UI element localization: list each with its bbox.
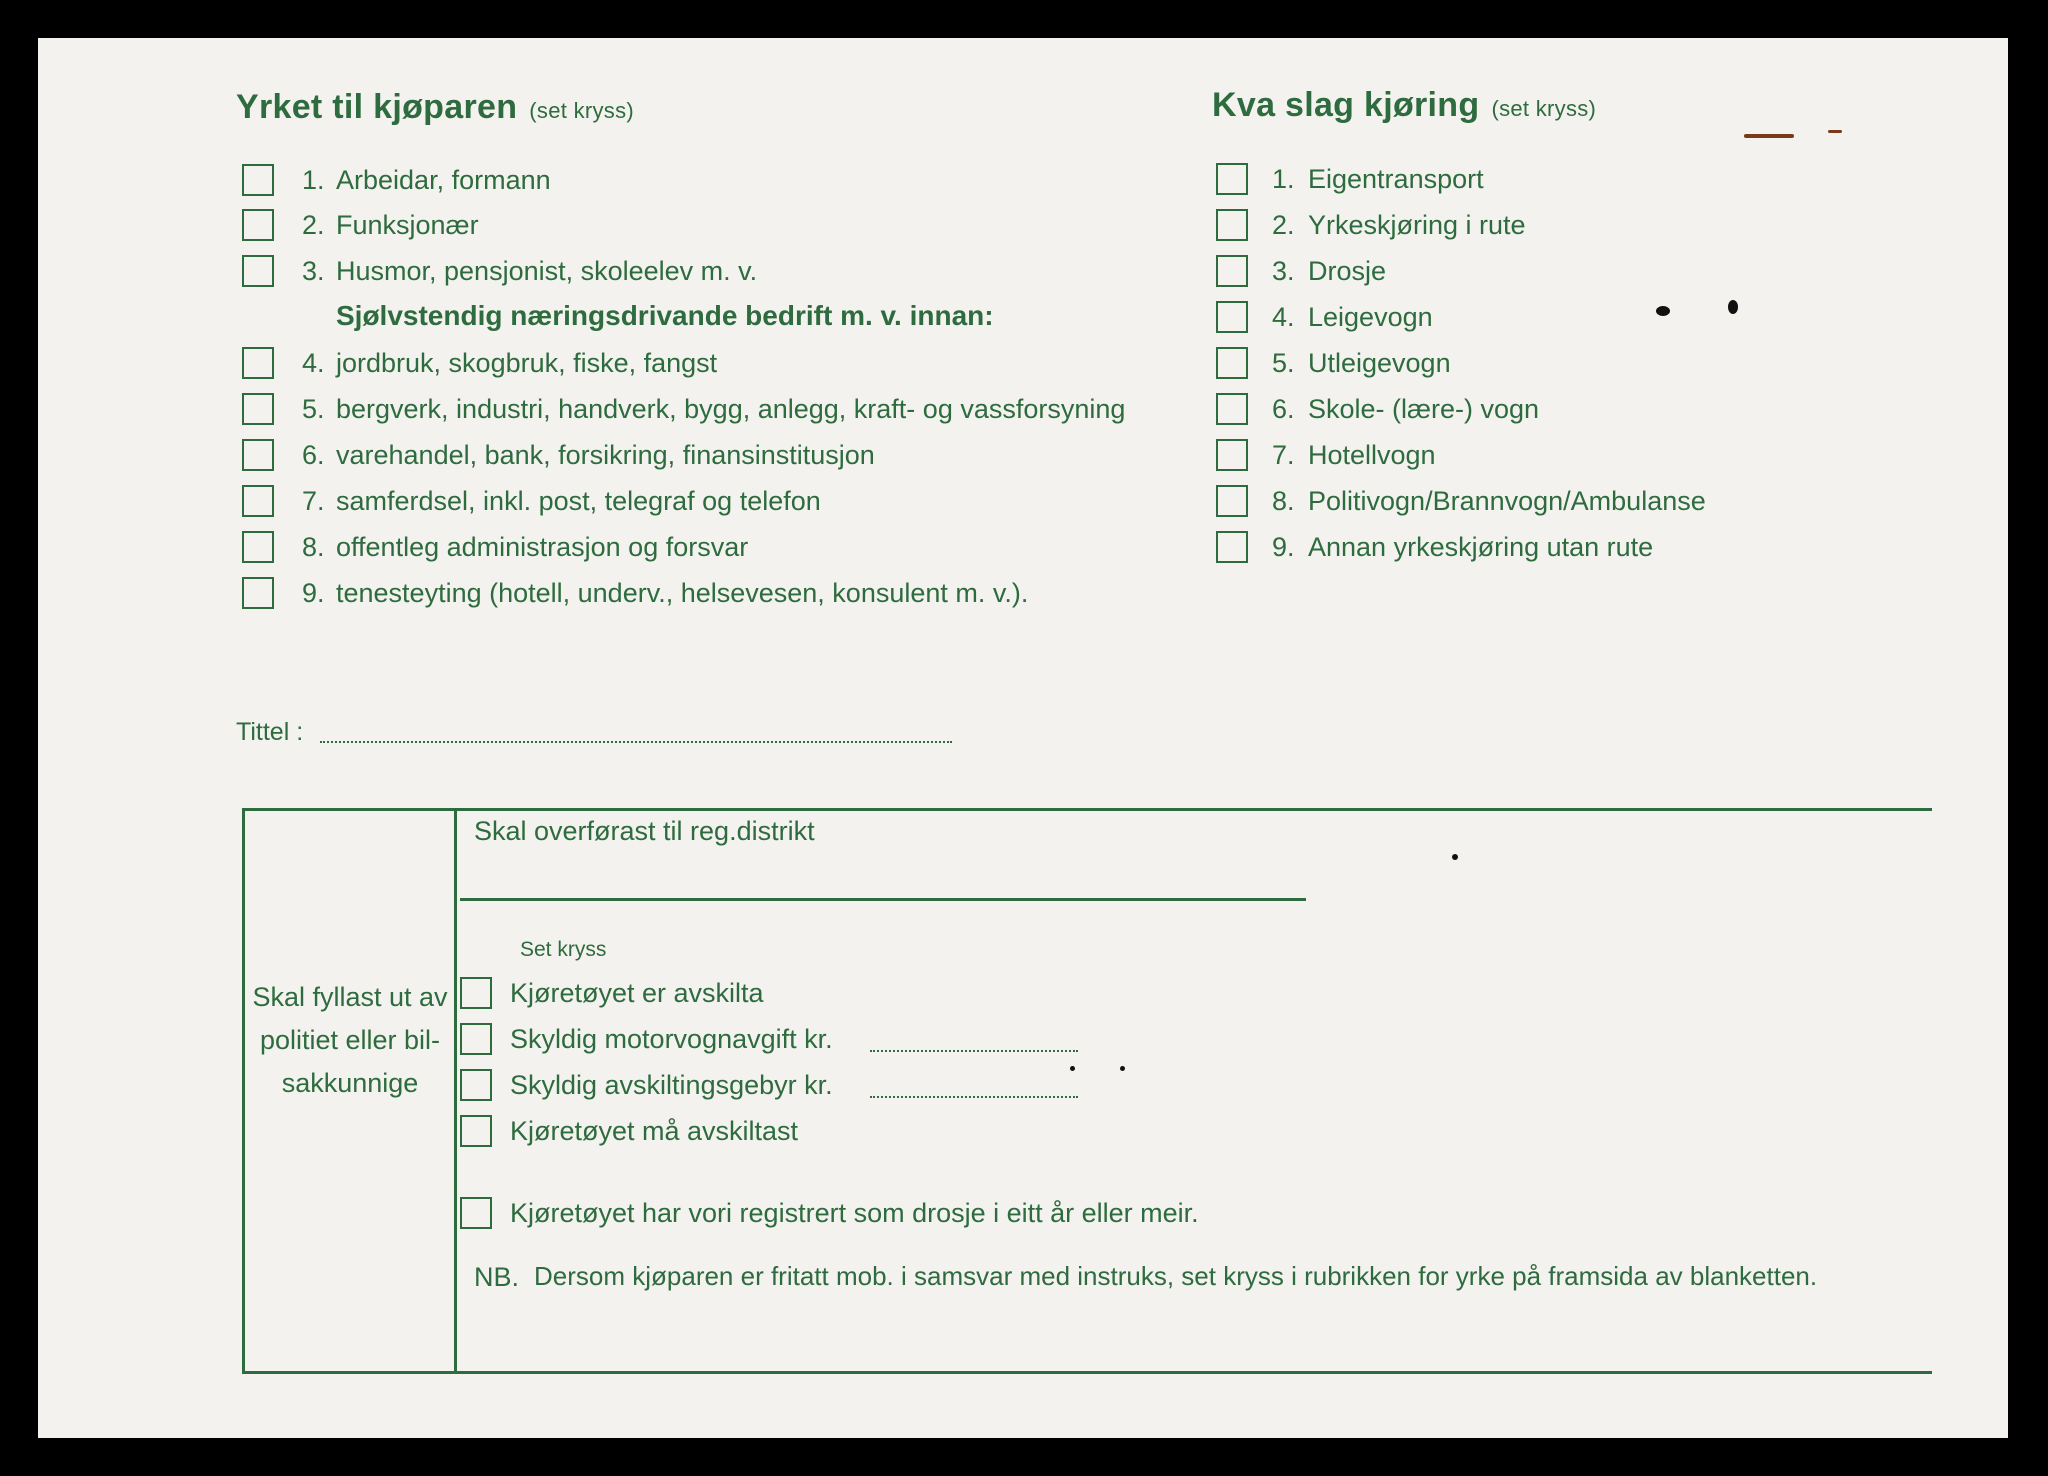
checkbox[interactable] bbox=[242, 531, 274, 563]
checkbox[interactable] bbox=[242, 393, 274, 425]
option-label: samferdsel, inkl. post, telegraf og telefon bbox=[336, 486, 821, 516]
check-label: Kjøretøyet må avskiltast bbox=[510, 1116, 799, 1146]
checkbox[interactable] bbox=[460, 977, 492, 1009]
option-number: 5. bbox=[1272, 348, 1295, 378]
ink-stain bbox=[1744, 134, 1794, 138]
checkbox[interactable] bbox=[242, 255, 274, 287]
option-label: tenesteyting (hotell, underv., helsevesen, konsulent m. v.). bbox=[336, 578, 1029, 608]
checkbox[interactable] bbox=[460, 1115, 492, 1147]
checkbox[interactable] bbox=[1216, 485, 1248, 517]
check-label: Kjøretøyet har vori registrert som drosje i eitt år eller meir. bbox=[510, 1198, 1199, 1228]
option-number: 8. bbox=[302, 532, 325, 562]
plate-fee-amount-field[interactable] bbox=[870, 1096, 1078, 1098]
option-number: 5. bbox=[302, 394, 325, 424]
option-label: Utleigevogn bbox=[1308, 348, 1451, 378]
dirt-speck bbox=[1452, 854, 1458, 860]
option-number: 3. bbox=[1272, 256, 1295, 286]
motor-tax-amount-field[interactable] bbox=[870, 1050, 1078, 1052]
police-box-divider bbox=[454, 808, 457, 1374]
checkbox[interactable] bbox=[242, 209, 274, 241]
option-label: Hotellvogn bbox=[1308, 440, 1436, 470]
police-side-label: Skal fyllast ut av politiet eller bil-sakkunnige bbox=[252, 982, 448, 1098]
driving-type-hint: (set kryss) bbox=[1491, 96, 1597, 121]
option-label: Drosje bbox=[1308, 256, 1387, 286]
checkbox[interactable] bbox=[242, 577, 274, 609]
checkbox[interactable] bbox=[1216, 209, 1248, 241]
transfer-label: Skal overførast til reg.distrikt bbox=[474, 816, 815, 846]
dirt-speck bbox=[1070, 1066, 1075, 1071]
occupation-section-title bbox=[236, 88, 634, 127]
option-number: 4. bbox=[302, 348, 325, 378]
set-kryss-label: Set kryss bbox=[520, 938, 607, 961]
option-label: varehandel, bank, forsikring, finansinstitusjon bbox=[336, 440, 875, 470]
option-label: Yrkeskjøring i rute bbox=[1308, 210, 1526, 240]
option-number: 4. bbox=[1272, 302, 1295, 332]
option-number: 1. bbox=[302, 165, 325, 195]
option-number: 3. bbox=[302, 256, 325, 286]
check-label: Skyldig avskiltingsgebyr kr. bbox=[510, 1070, 833, 1100]
dirt-speck bbox=[1120, 1066, 1125, 1071]
tittel-input-line[interactable] bbox=[320, 741, 952, 743]
checkbox[interactable] bbox=[242, 347, 274, 379]
option-number: 2. bbox=[302, 210, 325, 240]
checkbox[interactable] bbox=[1216, 531, 1248, 563]
self-employed-subheading: Sjølvstendig næringsdrivande bedrift m. v. innan: bbox=[336, 300, 994, 331]
option-label: Eigentransport bbox=[1308, 164, 1484, 194]
option-number: 6. bbox=[1272, 394, 1295, 424]
occupation-title-text: Yrket til kjøparen bbox=[236, 88, 518, 126]
nb-prefix: NB. bbox=[474, 1262, 520, 1292]
checkbox[interactable] bbox=[1216, 393, 1248, 425]
police-box-bottom-border bbox=[242, 1371, 1932, 1374]
option-label: Funksjonær bbox=[336, 210, 479, 240]
police-box-left-border bbox=[242, 808, 245, 1374]
option-label: jordbruk, skogbruk, fiske, fangst bbox=[336, 348, 718, 378]
checkbox[interactable] bbox=[242, 485, 274, 517]
option-number: 2. bbox=[1272, 210, 1295, 240]
option-number: 9. bbox=[302, 578, 325, 608]
checkbox[interactable] bbox=[1216, 301, 1248, 333]
option-label: Skole- (lære-) vogn bbox=[1308, 394, 1540, 424]
option-number: 8. bbox=[1272, 486, 1295, 516]
option-label: bergverk, industri, handverk, bygg, anlegg, kraft- og vassforsyning bbox=[336, 394, 1126, 424]
form-sheet bbox=[38, 38, 2008, 1438]
ink-stain bbox=[1828, 130, 1842, 133]
occupation-hint: (set kryss) bbox=[529, 98, 635, 123]
check-label: Kjøretøyet er avskilta bbox=[510, 978, 764, 1008]
dirt-speck bbox=[1728, 300, 1738, 314]
option-label: Politivogn/Brannvogn/Ambulanse bbox=[1308, 486, 1706, 516]
option-label: Leigevogn bbox=[1308, 302, 1433, 332]
checkbox[interactable] bbox=[460, 1069, 492, 1101]
checkbox[interactable] bbox=[1216, 255, 1248, 287]
tittel-label: Tittel : bbox=[236, 718, 304, 746]
option-number: 6. bbox=[302, 440, 325, 470]
driving-type-title-text: Kva slag kjøring bbox=[1212, 86, 1480, 124]
option-number: 9. bbox=[1272, 532, 1295, 562]
option-label: offentleg administrasjon og forsvar bbox=[336, 532, 749, 562]
option-number: 1. bbox=[1272, 164, 1295, 194]
checkbox[interactable] bbox=[242, 439, 274, 471]
option-number: 7. bbox=[1272, 440, 1295, 470]
option-label: Annan yrkeskjøring utan rute bbox=[1308, 532, 1654, 562]
checkbox[interactable] bbox=[460, 1023, 492, 1055]
option-number: 7. bbox=[302, 486, 325, 516]
nb-text: Dersom kjøparen er fritatt mob. i samsvar med instruks, set kryss i rubrikken for yrke på framsida av blanketten. bbox=[534, 1261, 1818, 1291]
check-label: Skyldig motorvognavgift kr. bbox=[510, 1024, 833, 1054]
option-label: Arbeidar, formann bbox=[336, 165, 551, 195]
transfer-line[interactable] bbox=[460, 898, 1306, 901]
driving-type-section-title bbox=[1212, 86, 1596, 125]
checkbox[interactable] bbox=[1216, 439, 1248, 471]
checkbox[interactable] bbox=[242, 164, 274, 196]
dirt-speck bbox=[1656, 306, 1670, 316]
option-label: Husmor, pensjonist, skoleelev m. v. bbox=[336, 256, 758, 286]
police-box-top-border bbox=[242, 808, 1932, 811]
checkbox[interactable] bbox=[460, 1197, 492, 1229]
checkbox[interactable] bbox=[1216, 163, 1248, 195]
checkbox[interactable] bbox=[1216, 347, 1248, 379]
